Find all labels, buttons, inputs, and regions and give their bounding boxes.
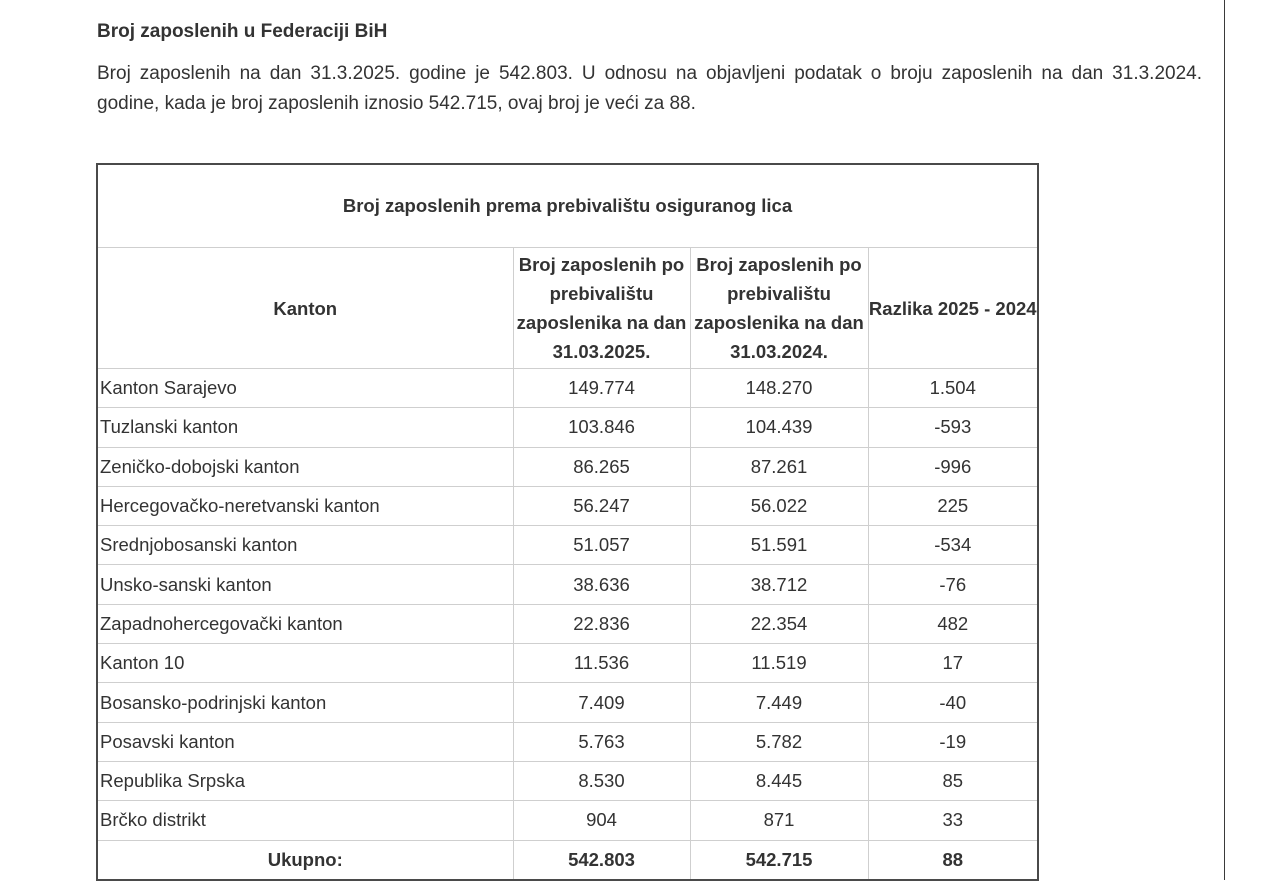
count-2025-cell: 8.530 <box>513 761 690 800</box>
intro-paragraph: Broj zaposlenih na dan 31.3.2025. godine je 542.803. U odnosu na objavljeni podatak o broju zaposlenih na dan 31.3.2024. godine, kada je broj zaposlenih iznosio 542.715, ovaj broj je veći za 88. <box>97 63 1202 114</box>
header-count-2024: Broj zaposlenih po prebivalištu zaposlenika na dan 31.03.2024. <box>690 248 868 369</box>
count-2025-cell: 103.846 <box>513 408 690 447</box>
table-row <box>97 604 1038 643</box>
canton-name-cell: Kanton 10 <box>97 644 513 683</box>
canton-name-cell: Republika Srpska <box>97 761 513 800</box>
table-total-row <box>97 840 1038 880</box>
difference-cell: -534 <box>868 526 1038 565</box>
table-row <box>97 369 1038 408</box>
difference-cell: 225 <box>868 486 1038 525</box>
page-edge-rule <box>1224 0 1225 880</box>
table-row <box>97 526 1038 565</box>
difference-cell: 482 <box>868 604 1038 643</box>
count-2025-cell: 22.836 <box>513 604 690 643</box>
table-row <box>97 683 1038 722</box>
count-2025-cell: 38.636 <box>513 565 690 604</box>
total-label: Ukupno: <box>97 840 513 880</box>
table-row <box>97 801 1038 840</box>
table-row <box>97 565 1038 604</box>
count-2024-cell: 11.519 <box>690 644 868 683</box>
count-2024-cell: 56.022 <box>690 486 868 525</box>
table-row <box>97 486 1038 525</box>
canton-name-cell: Hercegovačko-neretvanski kanton <box>97 486 513 525</box>
difference-cell: 33 <box>868 801 1038 840</box>
table-row <box>97 644 1038 683</box>
count-2024-cell: 38.712 <box>690 565 868 604</box>
difference-cell: 17 <box>868 644 1038 683</box>
count-2025-cell: 56.247 <box>513 486 690 525</box>
count-2024-cell: 5.782 <box>690 722 868 761</box>
count-2024-cell: 7.449 <box>690 683 868 722</box>
total-2024: 542.715 <box>690 840 868 880</box>
count-2024-cell: 87.261 <box>690 447 868 486</box>
table-caption-row <box>97 164 1038 248</box>
header-kanton: Kanton <box>97 248 513 369</box>
canton-name-cell: Bosansko-podrinjski kanton <box>97 683 513 722</box>
count-2024-cell: 871 <box>690 801 868 840</box>
difference-cell: -996 <box>868 447 1038 486</box>
canton-name-cell: Posavski kanton <box>97 722 513 761</box>
table-row <box>97 447 1038 486</box>
count-2024-cell: 148.270 <box>690 369 868 408</box>
article-content <box>97 18 1202 119</box>
canton-name-cell: Unsko-sanski kanton <box>97 565 513 604</box>
count-2025-cell: 86.265 <box>513 447 690 486</box>
header-difference: Razlika 2025 - 2024 <box>868 248 1038 369</box>
table-row <box>97 722 1038 761</box>
count-2025-cell: 904 <box>513 801 690 840</box>
section-heading: Broj zaposlenih u Federaciji BiH <box>97 21 388 42</box>
header-count-2025: Broj zaposlenih po prebivalištu zaposlenika na dan 31.03.2025. <box>513 248 690 369</box>
count-2024-cell: 51.591 <box>690 526 868 565</box>
count-2025-cell: 149.774 <box>513 369 690 408</box>
count-2024-cell: 22.354 <box>690 604 868 643</box>
canton-name-cell: Zapadnohercegovački kanton <box>97 604 513 643</box>
canton-name-cell: Kanton Sarajevo <box>97 369 513 408</box>
difference-cell: -593 <box>868 408 1038 447</box>
table-row <box>97 761 1038 800</box>
canton-name-cell: Srednjobosanski kanton <box>97 526 513 565</box>
total-2025: 542.803 <box>513 840 690 880</box>
canton-name-cell: Brčko distrikt <box>97 801 513 840</box>
difference-cell: -40 <box>868 683 1038 722</box>
canton-name-cell: Zeničko-dobojski kanton <box>97 447 513 486</box>
canton-name-cell: Tuzlanski kanton <box>97 408 513 447</box>
table-header-row <box>97 248 1038 369</box>
table-row <box>97 408 1038 447</box>
difference-cell: 1.504 <box>868 369 1038 408</box>
table-caption: Broj zaposlenih prema prebivalištu osiguranog lica <box>97 164 1038 248</box>
difference-cell: -19 <box>868 722 1038 761</box>
difference-cell: -76 <box>868 565 1038 604</box>
employment-table <box>96 163 1039 881</box>
count-2025-cell: 5.763 <box>513 722 690 761</box>
count-2025-cell: 7.409 <box>513 683 690 722</box>
total-difference: 88 <box>868 840 1038 880</box>
count-2025-cell: 11.536 <box>513 644 690 683</box>
difference-cell: 85 <box>868 761 1038 800</box>
count-2024-cell: 104.439 <box>690 408 868 447</box>
count-2025-cell: 51.057 <box>513 526 690 565</box>
count-2024-cell: 8.445 <box>690 761 868 800</box>
